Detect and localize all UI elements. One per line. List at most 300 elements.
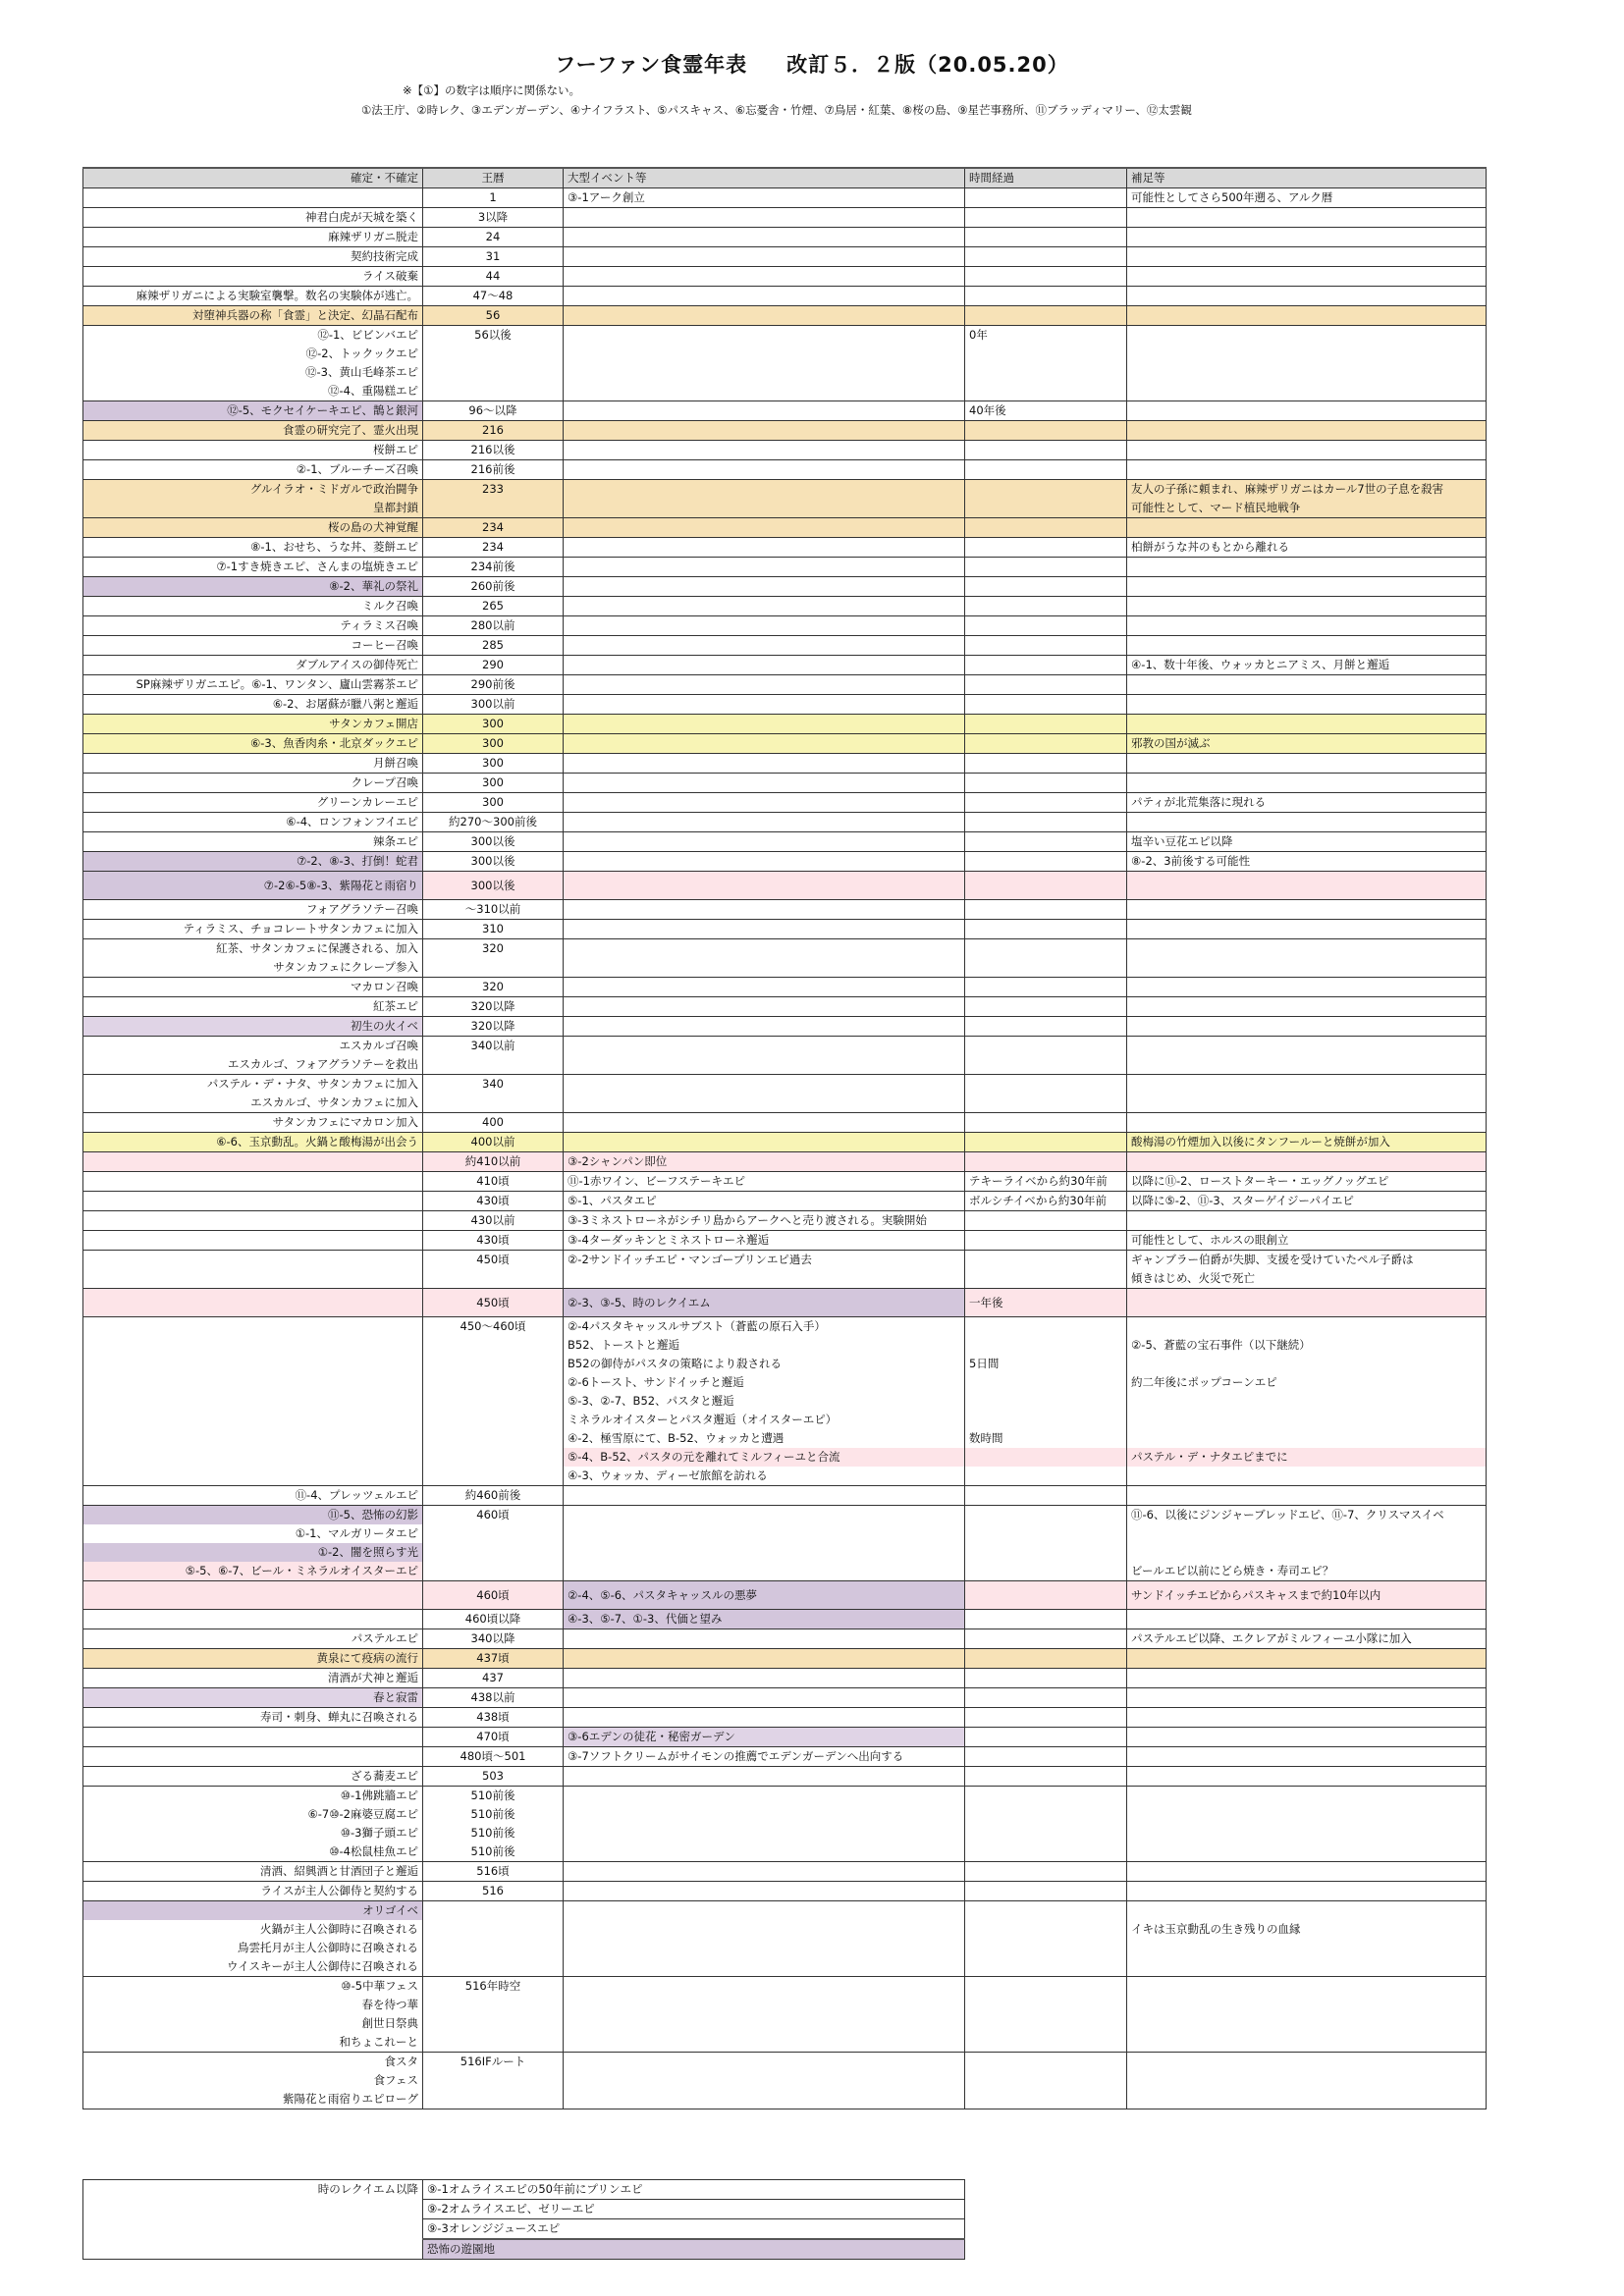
supplement-cell: [1127, 1172, 1487, 1192]
time-elapsed-cell: [965, 656, 1127, 675]
certainty-cell: [83, 228, 423, 247]
royal-year-cell: [423, 1901, 564, 1977]
royal-year-cell: [423, 1649, 564, 1669]
note-text: イキは玉京動乱の生き残りの血縁: [1131, 1922, 1301, 1936]
time-elapsed-cell: [965, 920, 1127, 939]
year-label: 510前後: [470, 1844, 515, 1858]
table-row: [83, 1152, 1487, 1172]
table-row: [83, 460, 1487, 480]
event-label: ライス破棄: [361, 269, 418, 283]
year-label: 44: [485, 269, 501, 283]
year-label: 234: [482, 540, 504, 554]
royal-year-cell: [423, 1787, 564, 1862]
supplement-cell: [1127, 577, 1487, 597]
year-label: 516IFルート: [460, 2055, 526, 2068]
time-elapsed-cell: [965, 872, 1127, 900]
major-event-cell: [564, 1629, 965, 1649]
time-elapsed-cell: [965, 939, 1127, 978]
year-label: 300: [482, 795, 504, 809]
time-elapsed-cell: [965, 636, 1127, 656]
event-label: パステル・デ・ナタ、サタンカフェに加入: [206, 1077, 418, 1091]
time-elapsed-cell: [965, 1251, 1127, 1289]
major-event-cell: [564, 1017, 965, 1037]
note-text: [1131, 1392, 1482, 1411]
royal-year-cell: [423, 978, 564, 997]
time-elapsed-cell: [965, 1506, 1127, 1581]
event-label: ⑩-3獅子頭エピ: [340, 1826, 418, 1840]
event-text: ②-4、⑤-6、パスタキャッスルの悪夢: [568, 1587, 758, 1602]
royal-year-cell: [423, 1037, 564, 1075]
event-label: サタンカフェにクレープ参入: [273, 960, 418, 974]
major-event-cell: [564, 774, 965, 793]
major-event-cell: [564, 1767, 965, 1787]
event-label: ⑥-7⑩-2麻婆豆腐エピ: [307, 1807, 418, 1821]
note-text: [1131, 577, 1482, 596]
event-label: 契約技術完成: [351, 249, 418, 263]
event-text: [568, 1688, 960, 1707]
certainty-cell: [83, 715, 423, 734]
year-label: 56: [485, 308, 501, 322]
supplement-cell: [1127, 1251, 1487, 1289]
year-label: 260前後: [470, 579, 515, 593]
table-row: [83, 1610, 1487, 1629]
supplement-cell: [1127, 1688, 1487, 1708]
title-main: フーファン食霊年表: [555, 53, 748, 77]
certainty-cell: [83, 1017, 423, 1037]
event-label: フォアグラソテー召喚: [305, 902, 418, 916]
table-row: [83, 306, 1487, 326]
year-label: 400: [482, 1115, 504, 1129]
event-text: [568, 1901, 960, 1920]
event-text: ③-2シャンパン即位: [568, 1154, 668, 1168]
year-label: 320: [482, 980, 504, 993]
elapsed-text: [969, 1882, 1122, 1900]
year-label: 47～48: [472, 289, 514, 302]
year-label: 503: [482, 1769, 504, 1783]
supplement-cell: [1127, 1747, 1487, 1767]
elapsed-text: [969, 1767, 1122, 1786]
elapsed-text: [969, 1977, 1122, 1996]
event-label: パステルエピ: [351, 1631, 418, 1645]
royal-year-cell: [423, 1708, 564, 1728]
event-label: 紫陽花と雨宿りエピローグ: [283, 2092, 418, 2106]
event-label: ライスが主人公御侍と契約する: [260, 1884, 418, 1897]
year-label: 450頃: [476, 1295, 510, 1309]
event-text: ②-2サンドイッチエピ・マンゴープリンエピ過去: [568, 1253, 812, 1266]
table-row: [83, 1581, 1487, 1610]
supplement-cell: [1127, 1152, 1487, 1172]
note-text: 可能性として、ホルスの眼創立: [1131, 1233, 1289, 1247]
royal-year-cell: [423, 1192, 564, 1211]
major-event-cell: [564, 558, 965, 577]
major-event-cell: [564, 1688, 965, 1708]
elapsed-text: [969, 656, 1122, 674]
elapsed-text: [969, 939, 1122, 958]
note-text: [1131, 900, 1482, 919]
note-text: [1131, 1543, 1482, 1562]
royal-year-cell: [423, 1172, 564, 1192]
elapsed-text: [969, 695, 1122, 714]
table-row: [83, 577, 1487, 597]
table-row: [83, 1728, 1487, 1747]
event-label: サタンカフェにマカロン加入: [272, 1115, 418, 1129]
note-text: [1131, 939, 1482, 958]
note-text: [1131, 326, 1482, 345]
elapsed-text: [969, 978, 1122, 996]
table-row: [83, 401, 1487, 421]
major-event-cell: [564, 1037, 965, 1075]
royal-year-cell: [423, 306, 564, 326]
certainty-cell: [83, 1728, 423, 1747]
certainty-cell: [83, 978, 423, 997]
title-version: 改訂５．２版（20.05.20）: [786, 53, 1069, 77]
elapsed-text: [969, 1317, 1122, 1336]
royal-year-cell: [423, 852, 564, 872]
supplement-cell: [1127, 228, 1487, 247]
major-event-cell: [564, 675, 965, 695]
elapsed-text: [969, 920, 1122, 938]
elapsed-text: [969, 1231, 1122, 1250]
time-elapsed-cell: [965, 1581, 1127, 1610]
time-elapsed-cell: [965, 900, 1127, 920]
elapsed-text: [969, 1610, 1122, 1629]
event-text: [568, 900, 960, 919]
year-label: 約460前後: [464, 1488, 521, 1502]
event-text: [568, 1787, 960, 1805]
major-event-cell: [564, 734, 965, 754]
table-row: [83, 1251, 1487, 1289]
event-label: 食フェス: [373, 2073, 418, 2087]
time-elapsed-cell: [965, 1649, 1127, 1669]
note-text: パティが北荒集落に現れる: [1131, 795, 1267, 809]
elapsed-text: ボルシチイベから約30年前: [969, 1194, 1108, 1207]
event-text: [568, 401, 960, 420]
table-row: [83, 1192, 1487, 1211]
year-label: 300以後: [470, 878, 515, 892]
supplement-cell: [1127, 2053, 1487, 2109]
event-label: ミルク召喚: [361, 599, 418, 613]
event-text: [568, 754, 960, 773]
time-elapsed-cell: [965, 1767, 1127, 1787]
table-row: [83, 1882, 1487, 1901]
major-event-cell: [564, 1152, 965, 1172]
column-header: 王暦: [423, 168, 564, 188]
royal-year-cell: [423, 656, 564, 675]
note-text: [1131, 1411, 1482, 1429]
elapsed-text: [969, 518, 1122, 537]
table-row: [83, 1231, 1487, 1251]
time-elapsed-cell: [965, 1747, 1127, 1767]
supplement-cell: [1127, 558, 1487, 577]
event-text: ②-4パスタキャッスルサブスト（蒼藍の原石入手）: [568, 1319, 826, 1333]
certainty-cell: [83, 872, 423, 900]
year-label: 460頃: [476, 1587, 510, 1602]
event-label: 食スタ: [384, 2055, 418, 2068]
supplement-cell: [1127, 900, 1487, 920]
royal-year-cell: [423, 401, 564, 421]
event-label: 清酒が犬神と邂逅: [328, 1671, 418, 1684]
table-row: [83, 247, 1487, 267]
elapsed-text: [969, 832, 1122, 851]
certainty-cell: [83, 208, 423, 228]
supplement-cell: [1127, 421, 1487, 441]
time-elapsed-cell: [965, 228, 1127, 247]
table-row: [83, 1317, 1487, 1486]
major-event-cell: [564, 978, 965, 997]
royal-year-cell: [423, 518, 564, 538]
elapsed-text: [969, 997, 1122, 1016]
major-event-cell: [564, 1581, 965, 1610]
time-elapsed-cell: [965, 852, 1127, 872]
royal-year-cell: [423, 813, 564, 832]
year-label: 510前後: [470, 1826, 515, 1840]
elapsed-text: [969, 1037, 1122, 1055]
note-text: [1131, 1882, 1482, 1900]
year-label: 300: [482, 736, 504, 750]
event-text: [568, 1037, 960, 1055]
note-text: [1131, 1610, 1482, 1629]
elapsed-text: [969, 774, 1122, 792]
year-label: 234: [482, 520, 504, 534]
event-text: [568, 656, 960, 674]
event-label: ⑪-5、恐怖の幻影: [83, 1506, 422, 1524]
event-text: [568, 441, 960, 459]
event-label: 清酒、紹興酒と甘酒団子と邂逅: [260, 1864, 418, 1878]
supplement-cell: [1127, 1506, 1487, 1581]
year-label: 430頃: [476, 1194, 510, 1207]
event-text: [568, 1767, 960, 1786]
year-label: 437頃: [476, 1651, 510, 1665]
royal-year-cell: [423, 920, 564, 939]
note-text: ビールエピ以前にどら焼き・寿司エピ？: [1131, 1564, 1334, 1577]
major-event-cell: [564, 518, 965, 538]
year-label: 510前後: [470, 1789, 515, 1802]
certainty-cell: [83, 1289, 423, 1317]
certainty-cell: [83, 695, 423, 715]
table-row: [83, 326, 1487, 401]
time-elapsed-cell: [965, 558, 1127, 577]
supplement-cell: [1127, 326, 1487, 401]
note-text: [1131, 208, 1482, 227]
event-label: サタンカフェ開店: [329, 717, 418, 730]
note-text: [1131, 695, 1482, 714]
time-elapsed-cell: [965, 1211, 1127, 1231]
supplement-cell: [1127, 306, 1487, 326]
event-label: [87, 1152, 418, 1171]
event-text: [568, 1562, 960, 1580]
table-header-row: [83, 168, 1487, 188]
supplement-cell: [1127, 616, 1487, 636]
royal-year-cell: [423, 1862, 564, 1882]
certainty-cell: [83, 1192, 423, 1211]
major-event-cell: [564, 597, 965, 616]
time-elapsed-cell: [965, 832, 1127, 852]
note-text: [1131, 1901, 1482, 1920]
event-text: [568, 1506, 960, 1524]
time-elapsed-cell: [965, 247, 1127, 267]
time-elapsed-cell: [965, 1317, 1127, 1486]
time-elapsed-cell: [965, 1486, 1127, 1506]
elapsed-text: [969, 675, 1122, 694]
event-label: ウイスキーが主人公御侍に召喚される: [226, 1959, 418, 1973]
certainty-cell: [83, 558, 423, 577]
elapsed-text: [969, 306, 1122, 325]
event-text: [568, 1649, 960, 1668]
elapsed-text: [969, 1649, 1122, 1668]
supplement-cell: [1127, 920, 1487, 939]
certainty-cell: [83, 1211, 423, 1231]
note-text: [1131, 754, 1482, 773]
supplement-cell: [1127, 978, 1487, 997]
royal-year-cell: [423, 1882, 564, 1901]
event-label: ⑩-1佛跳牆エピ: [340, 1789, 418, 1802]
event-text: [568, 267, 960, 286]
certainty-cell: [83, 1581, 423, 1610]
time-elapsed-cell: [965, 538, 1127, 558]
event-label: エスカルゴ、サタンカフェに加入: [250, 1095, 418, 1109]
table-row: [83, 813, 1487, 832]
time-elapsed-cell: [965, 1787, 1127, 1862]
time-elapsed-cell: [965, 1037, 1127, 1075]
certainty-cell: [83, 2053, 423, 2109]
note-text: [1131, 1317, 1482, 1336]
note-text: [1131, 774, 1482, 792]
year-label: 300以前: [470, 697, 515, 711]
major-event-cell: [564, 1977, 965, 2053]
event-text: [568, 734, 960, 753]
table-row: [83, 1708, 1487, 1728]
year-label: 516: [482, 1884, 504, 1897]
event-text: [568, 1862, 960, 1881]
supplement-cell: [1127, 1787, 1487, 1862]
supplement-cell: [1127, 1317, 1487, 1486]
certainty-cell: [83, 1231, 423, 1251]
royal-year-cell: [423, 538, 564, 558]
time-elapsed-cell: [965, 1133, 1127, 1152]
royal-year-cell: [423, 1486, 564, 1506]
year-label: 430頃: [476, 1233, 510, 1247]
event-text: B52、トーストと邂逅: [568, 1338, 679, 1352]
event-label: 対堕神兵器の称「食霊」と決定、幻晶石配布: [192, 308, 418, 322]
note-text: [1131, 1113, 1482, 1132]
note-text: 邪教の国が滅ぶ: [1131, 736, 1211, 750]
elapsed-text: [969, 1688, 1122, 1707]
time-elapsed-cell: [965, 1977, 1127, 2053]
year-label: 285: [482, 638, 504, 652]
certainty-cell: [83, 793, 423, 813]
event-label: [87, 1211, 418, 1230]
time-elapsed-cell: [965, 1017, 1127, 1037]
note-text: [1131, 715, 1482, 733]
event-text: ⑤-3、②-7、B52、パスタと邂逅: [568, 1394, 734, 1408]
table-row: [83, 1862, 1487, 1882]
event-label: ざる蕎麦エピ: [351, 1769, 418, 1783]
event-text: ⑪-1赤ワイン、ビーフステーキエピ: [568, 1174, 745, 1188]
year-label: [427, 1901, 559, 1920]
certainty-cell: [83, 1317, 423, 1486]
event-text: ④-2、極雪原にて、B-52、ウォッカと遭遇: [568, 1431, 785, 1445]
table-row: [83, 656, 1487, 675]
elapsed-text: 0年: [969, 328, 988, 342]
event-text: ④-3、ウォッカ、ディーゼ旅館を訪れる: [568, 1468, 768, 1482]
table-row: [83, 832, 1487, 852]
table-row: [83, 1211, 1487, 1231]
supplement-cell: [1127, 247, 1487, 267]
royal-year-cell: [423, 715, 564, 734]
event-text: [568, 675, 960, 694]
table-row: [83, 1688, 1487, 1708]
supplement-cell: [1127, 813, 1487, 832]
table-row: [83, 715, 1487, 734]
note-text: パステルエピ以降、エクレアがミルフィーユ小隊に加入: [1131, 1631, 1412, 1645]
time-elapsed-cell: [965, 441, 1127, 460]
certainty-cell: [83, 997, 423, 1017]
event-text: [568, 306, 960, 325]
year-label: 437: [482, 1671, 504, 1684]
table-row: [83, 1486, 1487, 1506]
supplement-cell: [1127, 1486, 1487, 1506]
year-label: 300以後: [470, 834, 515, 848]
table-row: [83, 920, 1487, 939]
event-text: ②-6トースト、サンドイッチと邂逅: [568, 1375, 744, 1389]
event-label: 麻辣ザリガニ脱走: [328, 230, 418, 243]
time-elapsed-cell: [965, 518, 1127, 538]
major-event-cell: [564, 1192, 965, 1211]
event-label: 寿司・刺身、蝉丸に召喚される: [260, 1710, 418, 1724]
note-text: [1131, 1862, 1482, 1881]
note-text: [1131, 1429, 1482, 1448]
event-label: [87, 1586, 418, 1605]
major-event-cell: [564, 900, 965, 920]
elapsed-text: [969, 793, 1122, 812]
time-elapsed-cell: [965, 774, 1127, 793]
year-label: 31: [485, 249, 501, 263]
major-event-cell: [564, 715, 965, 734]
event-text: ③-3ミネストローネがシチリ島からアークへと売り渡される。実験開始: [568, 1213, 927, 1227]
supplement-cell: [1127, 1629, 1487, 1649]
event-label: ⑦-1すき焼きエピ、さんまの塩焼きエピ: [216, 560, 418, 573]
royal-year-cell: [423, 793, 564, 813]
royal-year-cell: [423, 1317, 564, 1486]
major-event-cell: [564, 1506, 965, 1581]
elapsed-text: 5日間: [969, 1357, 1000, 1370]
legend-note: ①法王庁、②時レク、③エデンガーデン、④ナイフラスト、⑤パスキャス、⑥忘憂舎・竹煙、⑦鳥居・紅葉、⑧桜の島、⑨星芒事務所、⑪ブラッディマリー、⑫太雲観: [361, 103, 1192, 117]
certainty-cell: [83, 1649, 423, 1669]
event-label: 春と寂雷: [373, 1690, 418, 1704]
note-text: [1131, 1524, 1482, 1543]
year-label: 510前後: [470, 1807, 515, 1821]
note-text: 可能性として、マード植民地戦争: [1131, 501, 1301, 514]
elapsed-text: テキーライベから約30年前: [969, 1174, 1108, 1188]
event-text: [568, 247, 960, 266]
supplement-cell: [1127, 1882, 1487, 1901]
major-event-cell: [564, 1231, 965, 1251]
major-event-cell: [564, 1708, 965, 1728]
supplement-cell: [1127, 1211, 1487, 1231]
royal-year-cell: [423, 636, 564, 656]
table-row: [83, 1787, 1487, 1862]
column-header: 大型イベント等: [564, 168, 965, 188]
major-event-cell: [564, 1251, 965, 1289]
time-elapsed-cell: [965, 188, 1127, 208]
year-label: 438以前: [470, 1690, 515, 1704]
note-text: [1131, 247, 1482, 266]
time-elapsed-cell: [965, 421, 1127, 441]
certainty-cell: [83, 900, 423, 920]
major-event-cell: [564, 306, 965, 326]
year-label: 320: [482, 941, 504, 955]
table-row: [83, 2053, 1487, 2109]
